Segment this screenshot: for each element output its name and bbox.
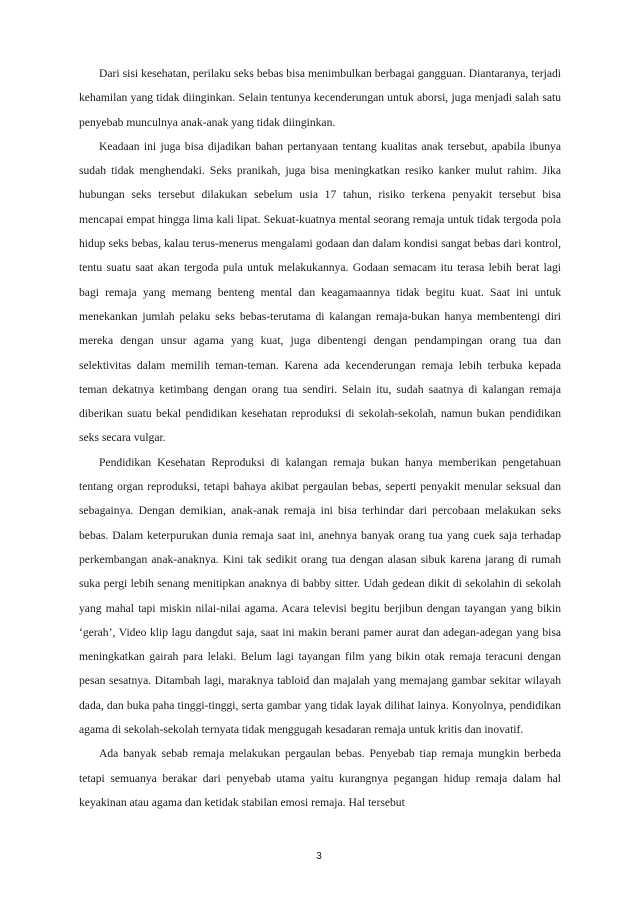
body-text	[79, 62, 561, 815]
paragraph-reproductive-education: Pendidikan Kesehatan Reproduksi di kalangan remaja bukan hanya memberikan pengetahuan tentang organ reproduksi, tetapi bahaya akibat pergaulan bebas, seperti penyakit menular seksual dan sebagainya. Dengan demikian, anak-anak remaja ini bisa terhindar dari percobaan melakukan seks bebas. Dalam keterpurukan dunia remaja saat ini, anehnya banyak orang tua yang cuek saja terhadap perkembangan anak-anaknya. Kini tak sedikit orang tua dengan alasan sibuk karena jarang di rumah suka pergi lebih senang menitipkan anaknya di babby sitter. Udah gedean dikit di sekolahin di sekolah yang mahal tapi miskin nilai-nilai agama. Acara televisi begitu berjibun dengan tayangan yang bikin ‘gerah’, Video klip lagu dangdut saja, saat ini makin berani pamer aurat dan adegan-adegan yang bisa meningkatkan gairah para lelaki. Belum lagi tayangan film yang bikin otak remaja teracuni dengan pesan sesatnya. Ditambah lagi, maraknya tabloid dan majalah yang memajang gambar sekitar wilayah dada, dan buka paha tinggi-tinggi, serta gambar yang tidak layak dilihat lainya. Konyolnya, pendidikan agama di sekolah-sekolah ternyata tidak menggugah kesadaran remaja untuk kritis dan inovatif.	[79, 455, 561, 737]
paragraph-causes: Ada banyak sebab remaja melakukan pergaulan bebas. Penyebab tiap remaja mungkin berbeda tetapi semuanya berakar dari penyebab utama yaitu kurangnya pegangan hidup remaja dalam hal keyakinan atau agama dan ketidak stabilan emosi remaja. Hal tersebut	[79, 747, 561, 809]
paragraph-health-effects: Dari sisi kesehatan, perilaku seks bebas bisa menimbulkan berbagai gangguan. Diantaranya, terjadi kehamilan yang tidak diinginkan. Selain tentunya kecenderungan untuk aborsi, juga menjadi salah satu penyebab munculnya anak-anak yang tidak diinginkan.	[79, 67, 561, 129]
page-number: 3	[316, 851, 322, 862]
paragraph-child-quality: Keadaan ini juga bisa dijadikan bahan pertanyaan tentang kualitas anak tersebut, apabila ibunya sudah tidak menghendaki. Seks pranikah, juga bisa meningkatkan resiko kanker mulut rahim. Jika hubungan seks tersebut dilakukan sebelum usia 17 tahun, risiko terkena penyakit tersebut bisa mencapai empat hingga lima kali lipat. Sekuat-kuatnya mental seorang remaja untuk tidak tergoda pola hidup seks bebas, kalau terus-menerus mengalami godaan dan dalam kondisi sangat bebas dari kontrol, tentu suatu saat akan tergoda pula untuk melakukannya. Godaan semacam itu terasa lebih berat lagi bagi remaja yang memang benteng mental dan keagamaannya tidak begitu kuat. Saat ini untuk menekankan jumlah pelaku seks bebas-terutama di kalangan remaja-bukan hanya membentengi diri mereka dengan unsur agama yang kuat, juga dibentengi dengan pendampingan orang tua dan selektivitas dalam memilih teman-teman. Karena ada kecenderungan remaja lebih terbuka kepada teman dekatnya ketimbang dengan orang tua sendiri. Selain itu, sudah saatnya di kalangan remaja diberikan suatu bekal pendidikan kesehatan reproduksi di sekolah-sekolah, namun bukan pendidikan seks secara vulgar.	[79, 139, 561, 445]
